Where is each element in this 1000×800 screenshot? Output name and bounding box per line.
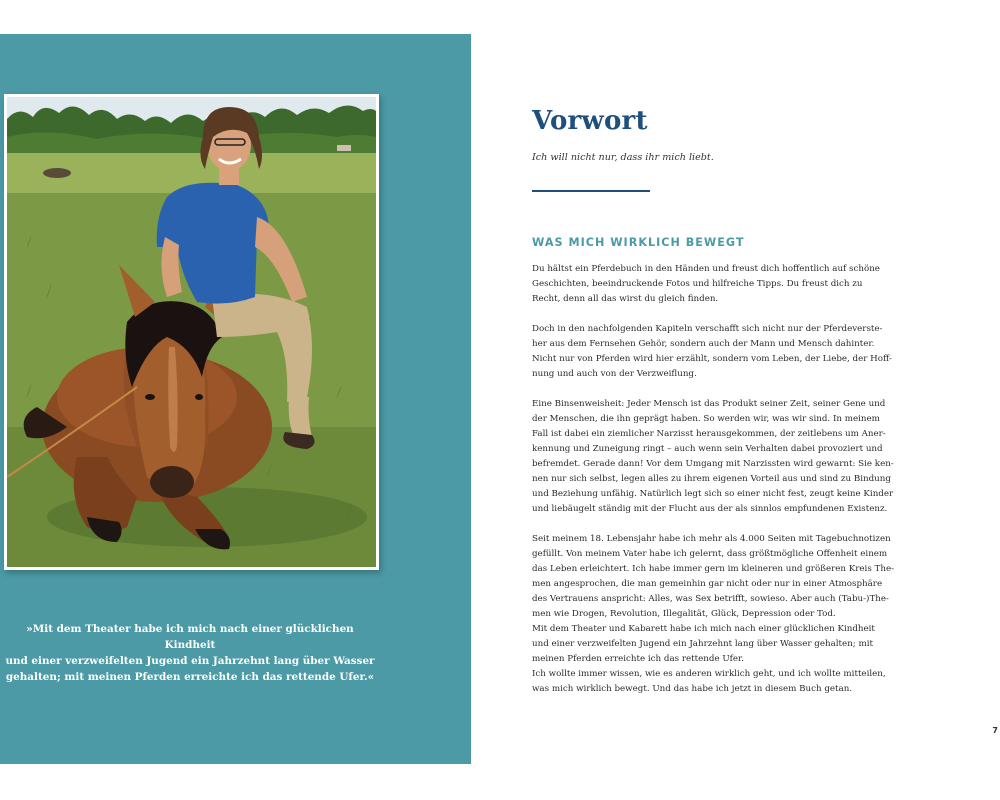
text-line: befremdet. Gerade dann! Vor dem Umgang mit Narzissten wird gewarnt: Sie ken-	[532, 459, 894, 469]
title-divider	[532, 190, 650, 192]
text-line: kennung und Zuneigung ringt – auch wenn sein Verhalten dabei provoziert und	[532, 444, 883, 454]
chapter-subtitle: Ich will nicht nur, dass ihr mich liebt.	[532, 152, 714, 163]
text-line: her aus dem Fernsehen Gehör, sondern auch der Mann und Mensch dahinter.	[532, 339, 875, 349]
text-line: nung und auch von der Verzweiflung.	[532, 369, 697, 379]
text-line: und liebäugelt ständig mit der Flucht aus der als sinnlos empfundenen Existenz.	[532, 504, 888, 514]
chapter-title: Vorwort	[532, 106, 648, 136]
caption-line: »Mit dem Theater habe ich mich nach einer glücklichen Kindheit	[26, 623, 354, 651]
text-line: und Beziehung unfähig. Natürlich legt sich so einer nicht fest, zeugt keine Kinder	[532, 489, 894, 499]
text-line: und einer verzweifelten Jugend ein Jahrzehnt lang über Wasser gehalten; mit	[532, 639, 873, 649]
text-line: gefüllt. Von meinem Vater habe ich gelernt, dass größtmögliche Offenheit einem	[532, 549, 888, 559]
text-line: Mit dem Theater und Kabarett habe ich mich nach einer glücklichen Kindheit	[532, 624, 875, 634]
text-line: das Leben erleichtert. Ich habe immer gern im kleineren und größeren Kreis The-	[532, 564, 895, 574]
paragraph	[532, 322, 932, 382]
caption-line: gehalten; mit meinen Pferden erreichte ich das rettende Ufer.«	[5, 671, 375, 683]
text-line: Doch in den nachfolgenden Kapiteln verschafft sich nicht nur der Pferdeverste-	[532, 324, 883, 334]
text-line: Nicht nur von Pferden wird hier erzählt, sondern vom Leben, der Liebe, der Hoff-	[532, 354, 892, 364]
paragraph	[532, 262, 932, 307]
photo-caption	[0, 621, 380, 685]
section-heading: WAS MICH WIRKLICH BEWEGT	[532, 236, 745, 249]
text-line: nen nur sich selbst, legen alles zu ihrem eigenen Vorteil aus und sind zu Bindung	[532, 474, 891, 484]
text-line: meinen Pferden erreichte ich das rettende Ufer.	[532, 654, 744, 664]
photo-frame	[4, 94, 379, 570]
left-page	[0, 34, 471, 764]
body-text	[532, 262, 932, 697]
text-line: men angesprochen, die man gemeinhin gar nicht oder nur in einer Atmosphäre	[532, 579, 883, 589]
paragraph	[532, 397, 932, 517]
text-line: Fall ist dabei ein ziemlicher Narzisst herausgekommen, der zeitlebens um Aner-	[532, 429, 886, 439]
text-line: des Vertrauens anspricht: Alles, was Sex betrifft, sowieso. Aber auch (Tabu-)The-	[532, 594, 889, 604]
caption-line: und einer verzweifelten Jugend ein Jahrzehnt lang über Wasser	[5, 655, 375, 667]
text-line: Geschichten, beeindruckende Fotos und hilfreiche Tipps. Du freust dich zu	[532, 279, 863, 289]
text-line: Du hältst ein Pferdebuch in den Händen und freust dich hoffentlich auf schöne	[532, 264, 880, 274]
man-sitting-on-lying-horse-photo	[7, 97, 376, 567]
text-line: Ich wollte immer wissen, wie es anderen wirklich geht, und ich wollte mitteilen,	[532, 669, 886, 679]
text-line: Eine Binsenweisheit: Jeder Mensch ist das Produkt seiner Zeit, seiner Gene und	[532, 399, 886, 409]
right-page	[471, 34, 1000, 764]
text-line: men wie Drogen, Revolution, Illegalität, Glück, Depression oder Tod.	[532, 609, 836, 619]
text-line: der Menschen, die ihn geprägt haben. So werden wir, was wir sind. In meinem	[532, 414, 880, 424]
paragraph	[532, 532, 932, 697]
text-line: was mich wirklich bewegt. Und das habe ich jetzt in diesem Buch getan.	[532, 684, 853, 694]
text-line: Recht, denn all das wirst du gleich finden.	[532, 294, 719, 304]
text-line: Seit meinem 18. Lebensjahr habe ich mehr als 4.000 Seiten mit Tagebuchnotizen	[532, 534, 891, 544]
page-number: 7	[992, 726, 998, 735]
